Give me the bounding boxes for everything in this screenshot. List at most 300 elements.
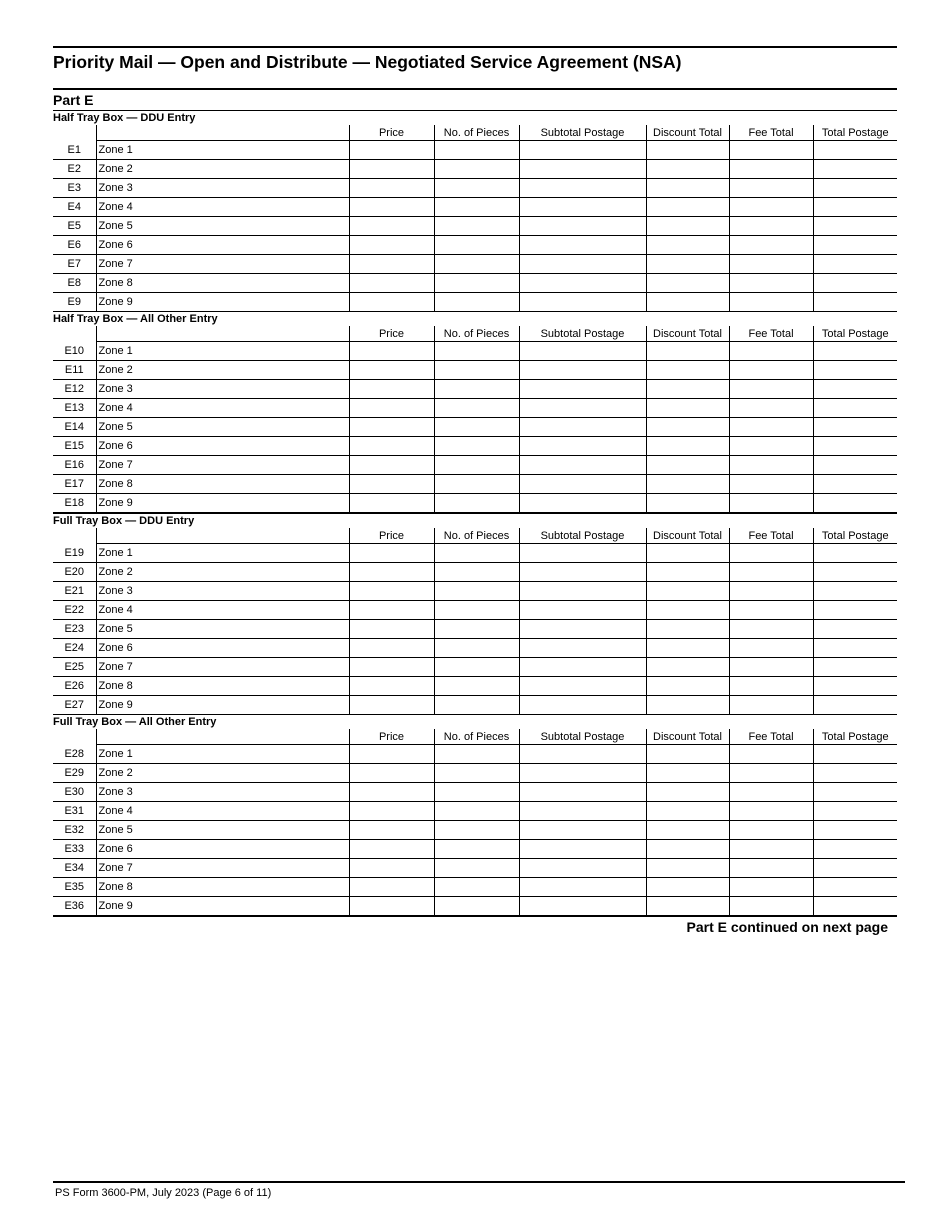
line-code: E28 (53, 745, 96, 764)
line-code: E26 (53, 677, 96, 696)
column-header-subtotal-postage: Subtotal Postage (519, 125, 646, 141)
total-postage-field[interactable] (813, 255, 897, 274)
subtotal-postage-field[interactable] (519, 399, 646, 418)
discount-total-field[interactable] (646, 293, 729, 312)
pieces-field[interactable] (434, 380, 519, 399)
total-postage-field[interactable] (813, 639, 897, 658)
price-field[interactable] (349, 475, 434, 494)
price-field[interactable] (349, 361, 434, 380)
discount-total-field[interactable] (646, 217, 729, 236)
pieces-field[interactable] (434, 696, 519, 715)
fee-total-field[interactable] (729, 274, 813, 293)
section-table (53, 528, 897, 715)
fee-total-field[interactable] (729, 342, 813, 361)
price-field[interactable] (349, 255, 434, 274)
total-postage-field[interactable] (813, 821, 897, 840)
section-title: Half Tray Box — All Other Entry (53, 313, 218, 325)
column-header-row (53, 528, 897, 544)
discount-total-field[interactable] (646, 563, 729, 582)
table-row (53, 677, 897, 696)
table-row (53, 897, 897, 917)
total-postage-field[interactable] (813, 418, 897, 437)
header-blank (96, 326, 349, 342)
header-blank (96, 125, 349, 141)
total-postage-field[interactable] (813, 437, 897, 456)
subtotal-postage-field[interactable] (519, 582, 646, 601)
pieces-field[interactable] (434, 494, 519, 514)
fee-total-field[interactable] (729, 821, 813, 840)
pieces-field[interactable] (434, 160, 519, 179)
discount-total-field[interactable] (646, 141, 729, 160)
price-field[interactable] (349, 696, 434, 715)
price-field[interactable] (349, 179, 434, 198)
total-postage-field[interactable] (813, 764, 897, 783)
fee-total-field[interactable] (729, 380, 813, 399)
header-blank (53, 528, 96, 544)
total-postage-field[interactable] (813, 897, 897, 917)
fee-total-field[interactable] (729, 563, 813, 582)
header-blank (53, 729, 96, 745)
discount-total-field[interactable] (646, 897, 729, 917)
discount-total-field[interactable] (646, 639, 729, 658)
table-row (53, 179, 897, 198)
total-postage-field[interactable] (813, 342, 897, 361)
total-postage-field[interactable] (813, 494, 897, 514)
form-footer: PS Form 3600-PM, July 2023 (Page 6 of 11) (53, 1181, 905, 1199)
discount-total-field[interactable] (646, 802, 729, 821)
price-field[interactable] (349, 897, 434, 917)
line-code: E8 (53, 274, 96, 293)
pieces-field[interactable] (434, 456, 519, 475)
header-blank (96, 729, 349, 745)
zone-label: Zone 1 (96, 745, 349, 764)
discount-total-field[interactable] (646, 274, 729, 293)
zone-label: Zone 8 (96, 475, 349, 494)
discount-total-field[interactable] (646, 236, 729, 255)
subtotal-postage-field[interactable] (519, 563, 646, 582)
fee-total-field[interactable] (729, 582, 813, 601)
line-code: E19 (53, 544, 96, 563)
table-row (53, 745, 897, 764)
zone-label: Zone 2 (96, 563, 349, 582)
pieces-field[interactable] (434, 897, 519, 917)
price-field[interactable] (349, 456, 434, 475)
pieces-field[interactable] (434, 293, 519, 312)
zone-label: Zone 4 (96, 601, 349, 620)
price-field[interactable] (349, 198, 434, 217)
discount-total-field[interactable] (646, 840, 729, 859)
subtotal-postage-field[interactable] (519, 274, 646, 293)
zone-label: Zone 4 (96, 399, 349, 418)
subtotal-postage-field[interactable] (519, 217, 646, 236)
total-postage-field[interactable] (813, 456, 897, 475)
price-field[interactable] (349, 563, 434, 582)
total-postage-field[interactable] (813, 236, 897, 255)
header-blank (53, 125, 96, 141)
table-row (53, 878, 897, 897)
price-field[interactable] (349, 274, 434, 293)
fee-total-field[interactable] (729, 198, 813, 217)
total-postage-field[interactable] (813, 361, 897, 380)
fee-total-field[interactable] (729, 141, 813, 160)
fee-total-field[interactable] (729, 437, 813, 456)
line-code: E30 (53, 783, 96, 802)
subtotal-postage-field[interactable] (519, 859, 646, 878)
subtotal-postage-field[interactable] (519, 380, 646, 399)
discount-total-field[interactable] (646, 418, 729, 437)
section-title: Full Tray Box — DDU Entry (53, 515, 195, 527)
total-postage-field[interactable] (813, 696, 897, 715)
price-field[interactable] (349, 217, 434, 236)
pieces-field[interactable] (434, 141, 519, 160)
pieces-field[interactable] (434, 745, 519, 764)
pieces-field[interactable] (434, 859, 519, 878)
total-postage-field[interactable] (813, 293, 897, 312)
fee-total-field[interactable] (729, 677, 813, 696)
price-field[interactable] (349, 802, 434, 821)
total-postage-field[interactable] (813, 198, 897, 217)
subtotal-postage-field[interactable] (519, 437, 646, 456)
table-row (53, 342, 897, 361)
price-field[interactable] (349, 878, 434, 897)
section-table (53, 729, 897, 917)
pieces-field[interactable] (434, 274, 519, 293)
pieces-field[interactable] (434, 802, 519, 821)
total-postage-field[interactable] (813, 620, 897, 639)
table-row (53, 783, 897, 802)
pieces-field[interactable] (434, 179, 519, 198)
fee-total-field[interactable] (729, 696, 813, 715)
fee-total-field[interactable] (729, 179, 813, 198)
column-header-pieces: No. of Pieces (434, 528, 519, 544)
pieces-field[interactable] (434, 563, 519, 582)
subtotal-postage-field[interactable] (519, 783, 646, 802)
price-field[interactable] (349, 658, 434, 677)
subtotal-postage-field[interactable] (519, 236, 646, 255)
discount-total-field[interactable] (646, 380, 729, 399)
column-header-price: Price (349, 326, 434, 342)
fee-total-field[interactable] (729, 764, 813, 783)
subtotal-postage-field[interactable] (519, 475, 646, 494)
price-field[interactable] (349, 821, 434, 840)
zone-label: Zone 8 (96, 677, 349, 696)
total-postage-field[interactable] (813, 141, 897, 160)
subtotal-postage-field[interactable] (519, 677, 646, 696)
subtotal-postage-field[interactable] (519, 361, 646, 380)
subtotal-postage-field[interactable] (519, 878, 646, 897)
price-field[interactable] (349, 620, 434, 639)
discount-total-field[interactable] (646, 399, 729, 418)
price-field[interactable] (349, 399, 434, 418)
line-code: E14 (53, 418, 96, 437)
pieces-field[interactable] (434, 639, 519, 658)
fee-total-field[interactable] (729, 544, 813, 563)
table-row (53, 639, 897, 658)
zone-label: Zone 4 (96, 198, 349, 217)
fee-total-field[interactable] (729, 639, 813, 658)
fee-total-field[interactable] (729, 255, 813, 274)
discount-total-field[interactable] (646, 677, 729, 696)
zone-label: Zone 6 (96, 236, 349, 255)
zone-label: Zone 2 (96, 764, 349, 783)
line-code: E7 (53, 255, 96, 274)
price-field[interactable] (349, 764, 434, 783)
discount-total-field[interactable] (646, 179, 729, 198)
total-postage-field[interactable] (813, 878, 897, 897)
table-row (53, 658, 897, 677)
table-row (53, 437, 897, 456)
zone-label: Zone 6 (96, 840, 349, 859)
column-header-price: Price (349, 125, 434, 141)
pieces-field[interactable] (434, 783, 519, 802)
zone-label: Zone 6 (96, 639, 349, 658)
fee-total-field[interactable] (729, 601, 813, 620)
total-postage-field[interactable] (813, 859, 897, 878)
price-field[interactable] (349, 437, 434, 456)
line-code: E25 (53, 658, 96, 677)
table-row (53, 563, 897, 582)
zone-label: Zone 5 (96, 821, 349, 840)
subtotal-postage-field[interactable] (519, 639, 646, 658)
zone-label: Zone 5 (96, 418, 349, 437)
discount-total-field[interactable] (646, 745, 729, 764)
subtotal-postage-field[interactable] (519, 802, 646, 821)
line-code: E4 (53, 198, 96, 217)
pieces-field[interactable] (434, 198, 519, 217)
subtotal-postage-field[interactable] (519, 840, 646, 859)
pieces-field[interactable] (434, 361, 519, 380)
column-header-fee-total: Fee Total (729, 528, 813, 544)
table-row (53, 274, 897, 293)
subtotal-postage-field[interactable] (519, 544, 646, 563)
pieces-field[interactable] (434, 658, 519, 677)
pieces-field[interactable] (434, 437, 519, 456)
discount-total-field[interactable] (646, 544, 729, 563)
fee-total-field[interactable] (729, 840, 813, 859)
table-row (53, 361, 897, 380)
pieces-field[interactable] (434, 821, 519, 840)
fee-total-field[interactable] (729, 160, 813, 179)
pieces-field[interactable] (434, 544, 519, 563)
column-header-price: Price (349, 528, 434, 544)
price-field[interactable] (349, 745, 434, 764)
price-field[interactable] (349, 601, 434, 620)
subtotal-postage-field[interactable] (519, 658, 646, 677)
table-row (53, 764, 897, 783)
total-postage-field[interactable] (813, 658, 897, 677)
discount-total-field[interactable] (646, 160, 729, 179)
price-field[interactable] (349, 141, 434, 160)
discount-total-field[interactable] (646, 475, 729, 494)
subtotal-postage-field[interactable] (519, 141, 646, 160)
fee-total-field[interactable] (729, 658, 813, 677)
table-row (53, 544, 897, 563)
total-postage-field[interactable] (813, 601, 897, 620)
pieces-field[interactable] (434, 217, 519, 236)
line-code: E31 (53, 802, 96, 821)
pieces-field[interactable] (434, 878, 519, 897)
zone-label: Zone 7 (96, 859, 349, 878)
total-postage-field[interactable] (813, 475, 897, 494)
total-postage-field[interactable] (813, 840, 897, 859)
column-header-price: Price (349, 729, 434, 745)
discount-total-field[interactable] (646, 255, 729, 274)
discount-total-field[interactable] (646, 437, 729, 456)
fee-total-field[interactable] (729, 217, 813, 236)
discount-total-field[interactable] (646, 601, 729, 620)
zone-label: Zone 5 (96, 620, 349, 639)
discount-total-field[interactable] (646, 878, 729, 897)
total-postage-field[interactable] (813, 783, 897, 802)
subtotal-postage-field[interactable] (519, 494, 646, 514)
price-field[interactable] (349, 380, 434, 399)
pieces-field[interactable] (434, 418, 519, 437)
line-code: E29 (53, 764, 96, 783)
total-postage-field[interactable] (813, 745, 897, 764)
price-field[interactable] (349, 582, 434, 601)
line-code: E23 (53, 620, 96, 639)
price-field[interactable] (349, 160, 434, 179)
total-postage-field[interactable] (813, 160, 897, 179)
pieces-field[interactable] (434, 582, 519, 601)
column-header-fee-total: Fee Total (729, 125, 813, 141)
column-header-discount-total: Discount Total (646, 125, 729, 141)
column-header-discount-total: Discount Total (646, 729, 729, 745)
total-postage-field[interactable] (813, 563, 897, 582)
table-row (53, 236, 897, 255)
price-field[interactable] (349, 293, 434, 312)
discount-total-field[interactable] (646, 361, 729, 380)
total-postage-field[interactable] (813, 399, 897, 418)
line-code: E3 (53, 179, 96, 198)
sections-container (53, 111, 897, 917)
table-row (53, 160, 897, 179)
subtotal-postage-field[interactable] (519, 745, 646, 764)
pieces-field[interactable] (434, 620, 519, 639)
total-postage-field[interactable] (813, 582, 897, 601)
discount-total-field[interactable] (646, 342, 729, 361)
column-header-fee-total: Fee Total (729, 326, 813, 342)
total-postage-field[interactable] (813, 217, 897, 236)
zone-label: Zone 9 (96, 696, 349, 715)
pieces-field[interactable] (434, 342, 519, 361)
total-postage-field[interactable] (813, 274, 897, 293)
price-field[interactable] (349, 677, 434, 696)
discount-total-field[interactable] (646, 821, 729, 840)
fee-total-field[interactable] (729, 745, 813, 764)
total-postage-field[interactable] (813, 802, 897, 821)
price-field[interactable] (349, 236, 434, 255)
pieces-field[interactable] (434, 399, 519, 418)
subtotal-postage-field[interactable] (519, 620, 646, 639)
subtotal-postage-field[interactable] (519, 456, 646, 475)
subtotal-postage-field[interactable] (519, 418, 646, 437)
fee-total-field[interactable] (729, 620, 813, 639)
price-field[interactable] (349, 418, 434, 437)
price-field[interactable] (349, 783, 434, 802)
section-title: Full Tray Box — All Other Entry (53, 716, 217, 728)
price-field[interactable] (349, 544, 434, 563)
pieces-field[interactable] (434, 236, 519, 255)
fee-total-field[interactable] (729, 878, 813, 897)
pieces-field[interactable] (434, 840, 519, 859)
line-code: E18 (53, 494, 96, 514)
pieces-field[interactable] (434, 475, 519, 494)
fee-total-field[interactable] (729, 802, 813, 821)
subtotal-postage-field[interactable] (519, 601, 646, 620)
discount-total-field[interactable] (646, 494, 729, 514)
pieces-field[interactable] (434, 764, 519, 783)
zone-label: Zone 7 (96, 255, 349, 274)
price-field[interactable] (349, 840, 434, 859)
fee-total-field[interactable] (729, 399, 813, 418)
subtotal-postage-field[interactable] (519, 293, 646, 312)
zone-label: Zone 9 (96, 897, 349, 917)
fee-total-field[interactable] (729, 783, 813, 802)
total-postage-field[interactable] (813, 179, 897, 198)
total-postage-field[interactable] (813, 544, 897, 563)
discount-total-field[interactable] (646, 620, 729, 639)
fee-total-field[interactable] (729, 475, 813, 494)
fee-total-field[interactable] (729, 236, 813, 255)
discount-total-field[interactable] (646, 658, 729, 677)
price-field[interactable] (349, 639, 434, 658)
subtotal-postage-field[interactable] (519, 160, 646, 179)
line-code: E13 (53, 399, 96, 418)
column-header-pieces: No. of Pieces (434, 125, 519, 141)
fee-total-field[interactable] (729, 293, 813, 312)
discount-total-field[interactable] (646, 696, 729, 715)
discount-total-field[interactable] (646, 764, 729, 783)
section-2 (53, 312, 897, 514)
fee-total-field[interactable] (729, 859, 813, 878)
total-postage-field[interactable] (813, 677, 897, 696)
price-field[interactable] (349, 342, 434, 361)
subtotal-postage-field[interactable] (519, 179, 646, 198)
fee-total-field[interactable] (729, 361, 813, 380)
subtotal-postage-field[interactable] (519, 897, 646, 917)
subtotal-postage-field[interactable] (519, 255, 646, 274)
part-heading: Part E (53, 90, 897, 111)
fee-total-field[interactable] (729, 418, 813, 437)
pieces-field[interactable] (434, 677, 519, 696)
table-row (53, 859, 897, 878)
column-header-subtotal-postage: Subtotal Postage (519, 528, 646, 544)
pieces-field[interactable] (434, 601, 519, 620)
column-header-total-postage: Total Postage (813, 729, 897, 745)
subtotal-postage-field[interactable] (519, 198, 646, 217)
discount-total-field[interactable] (646, 783, 729, 802)
subtotal-postage-field[interactable] (519, 342, 646, 361)
fee-total-field[interactable] (729, 494, 813, 514)
subtotal-postage-field[interactable] (519, 696, 646, 715)
fee-total-field[interactable] (729, 897, 813, 917)
subtotal-postage-field[interactable] (519, 821, 646, 840)
discount-total-field[interactable] (646, 582, 729, 601)
zone-label: Zone 3 (96, 783, 349, 802)
line-code: E33 (53, 840, 96, 859)
total-postage-field[interactable] (813, 380, 897, 399)
fee-total-field[interactable] (729, 456, 813, 475)
discount-total-field[interactable] (646, 859, 729, 878)
subtotal-postage-field[interactable] (519, 764, 646, 783)
table-row (53, 802, 897, 821)
discount-total-field[interactable] (646, 198, 729, 217)
pieces-field[interactable] (434, 255, 519, 274)
price-field[interactable] (349, 859, 434, 878)
discount-total-field[interactable] (646, 456, 729, 475)
price-field[interactable] (349, 494, 434, 514)
